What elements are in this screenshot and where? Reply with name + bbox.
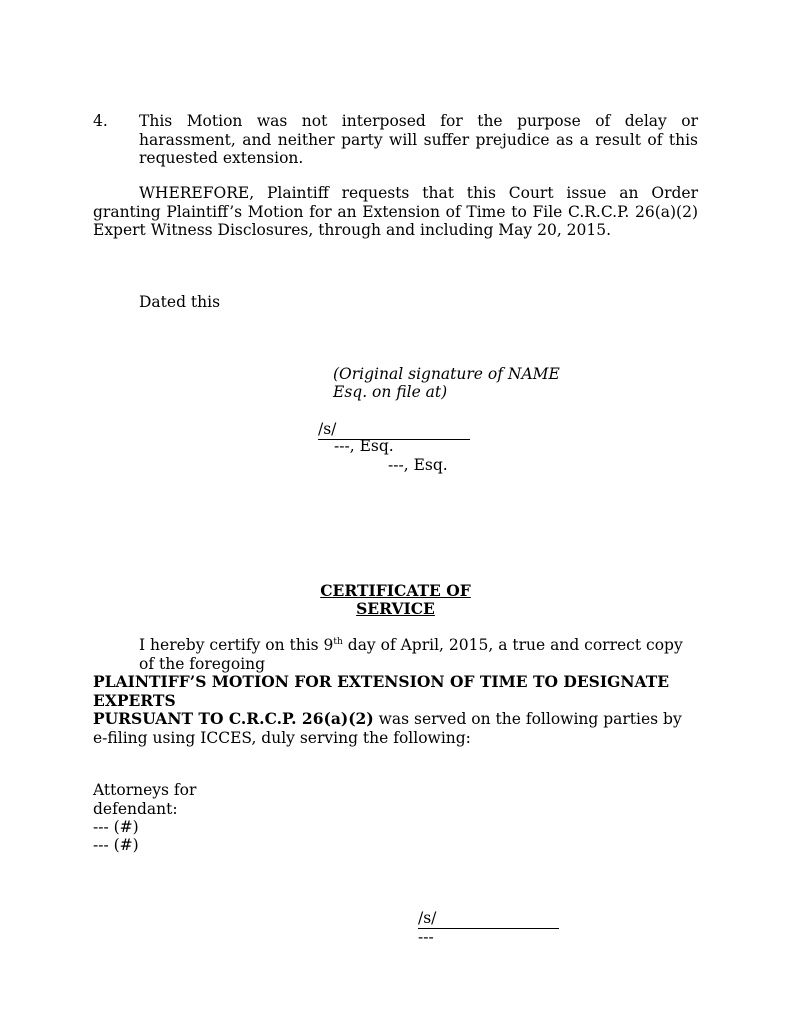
closing-signature-mark: /s/ bbox=[418, 909, 437, 927]
signer-name: ---, Esq. bbox=[334, 437, 394, 455]
paragraph-4-text: This Motion was not interposed for the purpose of delay or harassment, and neither party will suffer prejudice as a result of this requested extension. bbox=[139, 112, 698, 167]
paragraph-number: 4. bbox=[93, 112, 108, 130]
certify-paragraph bbox=[93, 636, 698, 673]
attorneys-label-line2: defendant: bbox=[93, 800, 178, 818]
served-text: was served on the following parties by e-filing using ICCES, duly serving the following: bbox=[93, 710, 682, 747]
attorney-entry: --- (#) bbox=[93, 818, 139, 836]
dated-line: Dated this bbox=[139, 293, 221, 311]
certify-text-end: day of April, 2015, a true and correct copy of the foregoing bbox=[139, 636, 683, 673]
pursuant-heading: PURSUANT TO C.R.C.P. 26(a)(2) bbox=[93, 709, 374, 728]
original-signature-note-line1: (Original signature of NAME bbox=[333, 365, 560, 383]
signature-mark: /s/ bbox=[318, 420, 337, 438]
certificate-title-line2: SERVICE bbox=[356, 599, 435, 618]
wherefore-paragraph: WHEREFORE, Plaintiff requests that this Court issue an Order granting Plaintiff’s Motion for an Extension of Time to File C.R.C.P. 26(a)(2) Expert Witness Disclosures, through and including May 20, 2015. bbox=[93, 184, 698, 239]
motion-title: PLAINTIFF’S MOTION FOR EXTENSION OF TIME TO DESIGNATE EXPERTS bbox=[93, 672, 670, 710]
certificate-title-line1: CERTIFICATE OF bbox=[320, 581, 471, 600]
certify-text-start: I hereby certify on this 9 bbox=[139, 636, 334, 654]
signer-name-secondary: ---, Esq. bbox=[388, 456, 448, 474]
closing-signer-name: --- bbox=[418, 928, 434, 946]
paragraph-4 bbox=[93, 112, 698, 168]
ordinal-suffix: th bbox=[333, 636, 343, 647]
attorneys-label-line1: Attorneys for bbox=[93, 781, 197, 799]
attorney-entry: --- (#) bbox=[93, 836, 139, 854]
original-signature-note-line2: Esq. on file at) bbox=[333, 383, 448, 401]
closing-signature-line bbox=[418, 909, 559, 929]
served-paragraph bbox=[93, 710, 698, 747]
